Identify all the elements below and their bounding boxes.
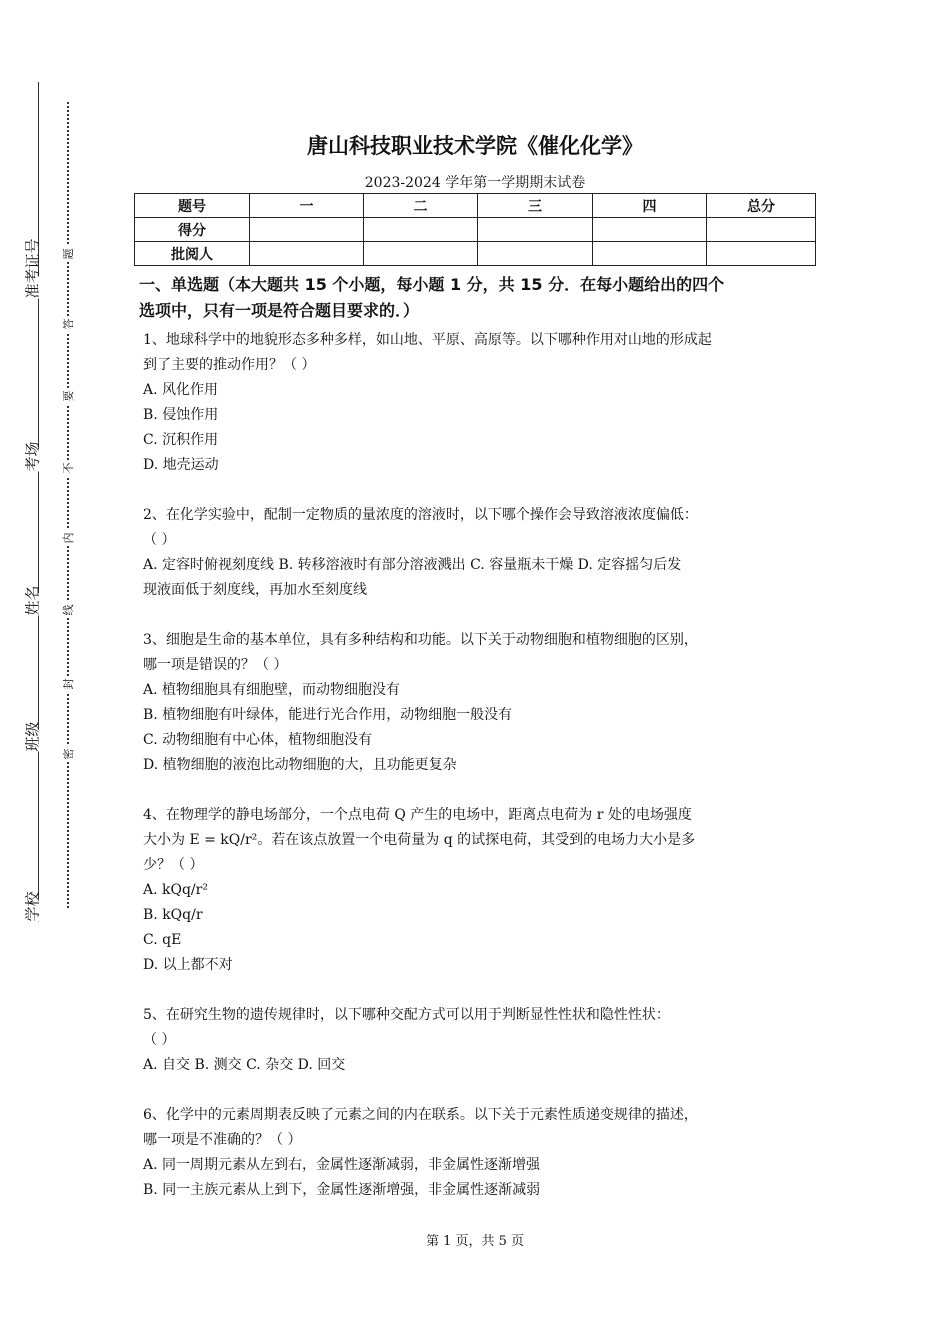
section-heading-line: 选项中，只有一项是符合题目要求的．） <box>139 301 420 320</box>
score-cell[interactable] <box>364 242 478 266</box>
score-row-label: 得分 <box>135 218 250 242</box>
question-2 <box>143 503 813 603</box>
score-table-row <box>135 218 816 242</box>
page-number: 第 1 页，共 5 页 <box>425 1234 525 1249</box>
field-name: 姓名 <box>21 592 43 617</box>
seal-char: 封 <box>60 676 76 692</box>
seal-char: 答 <box>60 316 76 332</box>
option-d[interactable]: D. 地壳运动 <box>143 457 219 473</box>
question-3 <box>143 628 813 778</box>
seal-char: 密 <box>60 746 76 762</box>
option-a[interactable]: A. kQq/r² <box>143 882 208 898</box>
seal-char: 线 <box>60 602 76 618</box>
seal-char: 要 <box>60 388 76 404</box>
question-stem-line: 大小为 E = kQ/r²。若在该点放置一个电荷量为 q 的试探电荷，其受到的电场力大小是多 <box>143 832 696 848</box>
score-header-cell: 四 <box>593 194 707 218</box>
score-header-cell: 二 <box>364 194 478 218</box>
score-header-cell: 三 <box>478 194 593 218</box>
question-stem-line: 2、在化学实验中，配制一定物质的量浓度的溶液时，以下哪个操作会导致溶液浓度偏低： <box>143 507 698 523</box>
score-cell[interactable] <box>250 218 364 242</box>
option-c[interactable]: C. qE <box>143 932 182 948</box>
option-b[interactable]: B. 植物细胞有叶绿体，能进行光合作用，动物细胞一般没有 <box>143 707 513 723</box>
question-stem-line: 哪一项是不准确的？（ ） <box>143 1132 302 1148</box>
question-stem-line: 少？（ ） <box>143 857 204 873</box>
score-header-cell: 总分 <box>707 194 816 218</box>
margin-solid-line <box>38 82 39 922</box>
question-4 <box>143 803 813 978</box>
options-line[interactable]: A. 定容时俯视刻度线 B. 转移溶液时有部分溶液溅出 C. 容量瓶未干燥 D. 定容摇匀后发 <box>143 557 682 573</box>
question-stem-line: 哪一项是错误的？（ ） <box>143 657 288 673</box>
option-b[interactable]: B. kQq/r <box>143 907 203 923</box>
question-stem-line: （ ） <box>143 1032 176 1048</box>
option-d[interactable]: D. 以上都不对 <box>143 957 233 973</box>
score-cell[interactable] <box>707 242 816 266</box>
option-d[interactable]: D. 植物细胞的液泡比动物细胞的大，且功能更复杂 <box>143 757 457 773</box>
score-cell[interactable] <box>478 218 593 242</box>
seal-char: 内 <box>60 530 76 546</box>
score-cell[interactable] <box>593 242 707 266</box>
section-heading-line: 一、单选题（本大题共 15 个小题，每小题 1 分，共 15 分．在每小题给出的四个 <box>139 275 725 294</box>
option-a[interactable]: A. 同一周期元素从左到右，金属性逐渐减弱，非金属性逐渐增强 <box>143 1157 541 1173</box>
option-c[interactable]: C. 沉积作用 <box>143 432 219 448</box>
option-b[interactable]: B. 同一主族元素从上到下，金属性逐渐增强，非金属性逐渐减弱 <box>143 1182 541 1198</box>
field-class: 班级 <box>21 728 43 753</box>
score-table-row <box>135 242 816 266</box>
score-cell[interactable] <box>707 218 816 242</box>
option-a[interactable]: A. 风化作用 <box>143 382 219 398</box>
exam-title: 唐山科技职业技术学院《催化化学》 <box>307 134 643 158</box>
section-heading <box>139 272 813 324</box>
options-line[interactable]: 现液面低于刻度线，再加水至刻度线 <box>143 582 367 598</box>
exam-subtitle: 2023-2024 学年第一学期期末试卷 <box>364 175 586 191</box>
option-b[interactable]: B. 侵蚀作用 <box>143 407 219 423</box>
question-5 <box>143 1003 813 1078</box>
score-cell[interactable] <box>593 218 707 242</box>
option-c[interactable]: C. 动物细胞有中心体，植物细胞没有 <box>143 732 373 748</box>
question-stem-line: 3、细胞是生命的基本单位，具有多种结构和功能。以下关于动物细胞和植物细胞的区别， <box>143 632 698 648</box>
score-cell[interactable] <box>364 218 478 242</box>
question-1 <box>143 328 813 478</box>
option-a[interactable]: A. 植物细胞具有细胞壁，而动物细胞没有 <box>143 682 401 698</box>
field-exam-room: 考场 <box>21 448 43 473</box>
field-exam-number: 准考证号 <box>21 275 43 300</box>
field-school: 学校 <box>21 898 43 923</box>
binding-margin <box>0 0 120 1344</box>
question-stem-line: 1、地球科学中的地貌形态多种多样，如山地、平原、高原等。以下哪种作用对山地的形成起 <box>143 332 712 348</box>
score-table <box>134 193 816 266</box>
question-stem-line: 4、在物理学的静电场部分，一个点电荷 Q 产生的电场中，距离点电荷为 r 处的电场强度 <box>143 807 692 823</box>
score-cell[interactable] <box>478 242 593 266</box>
question-stem-line: 6、化学中的元素周期表反映了元素之间的内在联系。以下关于元素性质递变规律的描述， <box>143 1107 698 1123</box>
margin-dotted-line <box>67 102 69 908</box>
score-header-cell: 题号 <box>135 194 250 218</box>
question-stem-line: 5、在研究生物的遗传规律时，以下哪种交配方式可以用于判断显性性状和隐性性状： <box>143 1007 670 1023</box>
seal-char: 题 <box>60 246 76 262</box>
score-row-label: 批阅人 <box>135 242 250 266</box>
question-stem-line: 到了主要的推动作用？（ ） <box>143 357 316 373</box>
seal-char: 不 <box>60 460 76 476</box>
score-header-cell: 一 <box>250 194 364 218</box>
question-content <box>139 272 813 1203</box>
score-table-header-row <box>135 194 816 218</box>
score-cell[interactable] <box>250 242 364 266</box>
options-line[interactable]: A. 自交 B. 测交 C. 杂交 D. 回交 <box>143 1057 346 1073</box>
question-stem-line: （ ） <box>143 532 176 548</box>
question-6 <box>143 1103 813 1203</box>
